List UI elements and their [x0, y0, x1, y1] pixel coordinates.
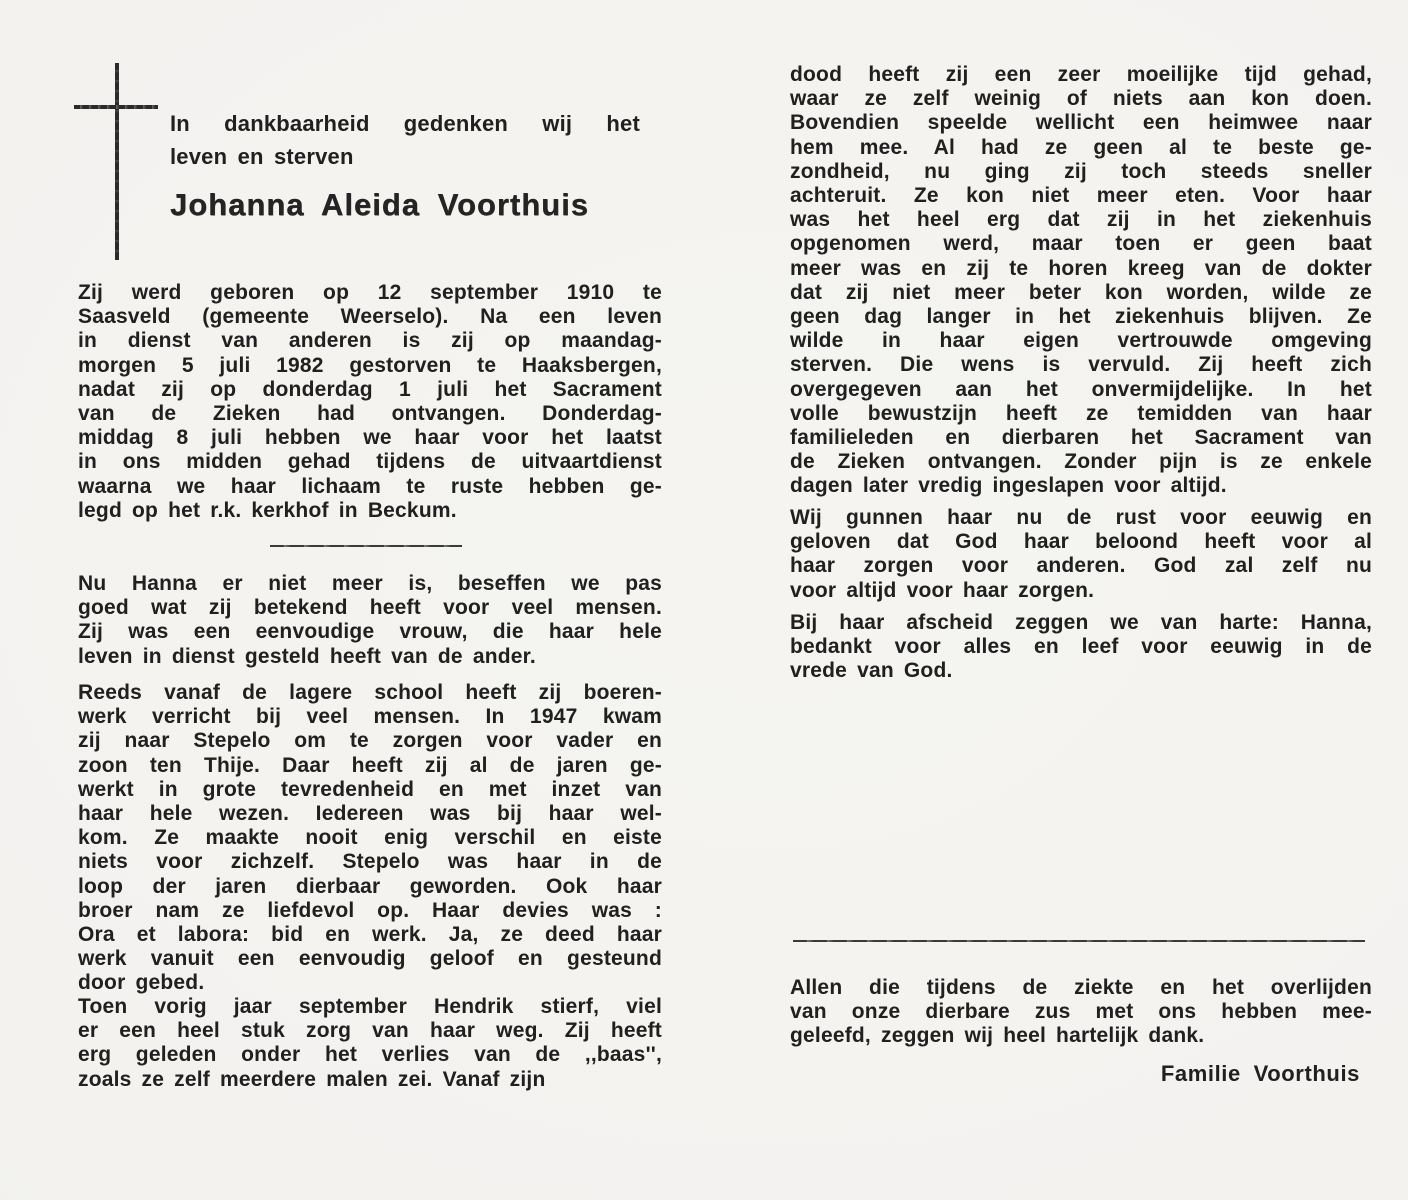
- text-line: geloven dat God haar beloond heeft voor al: [790, 530, 1372, 554]
- text-line: haar zorgen voor anderen. God zal zelf nu: [790, 554, 1372, 578]
- text-line: Zij was een eenvoudige vrouw, die haar hele: [78, 620, 662, 644]
- text-line: door gebed.: [78, 971, 205, 995]
- paragraph-work-life: [78, 681, 662, 996]
- text-line: Reeds vanaf de lagere school heeft zij boeren-: [78, 681, 662, 704]
- text-line: in ons midden gehad tijdens de uitvaartdienst: [78, 450, 662, 474]
- text-line: werkt in grote tevredenheid en met inzet van: [78, 777, 662, 801]
- text-line: vrede van God.: [790, 659, 953, 683]
- text-line: zoon ten Thije. Daar heeft zij al de jaren ge-: [78, 753, 662, 777]
- text-line: erg geleden onder het verlies van de ,,baas'',: [78, 1043, 662, 1067]
- text-line: In dankbaarheid gedenken wij het: [170, 111, 640, 136]
- text-line: in dienst van anderen is zij op maandag-: [78, 329, 662, 353]
- text-line: bedankt voor alles en leef voor eeuwig in de: [790, 635, 1372, 659]
- text-line: werk vanuit een eenvoudig geloof en gesteund: [78, 947, 662, 971]
- text-line: Toen vorig jaar september Hendrik stierf, viel: [78, 995, 662, 1018]
- cross-horizontal-bar: [74, 105, 158, 109]
- intro-text: [170, 107, 640, 173]
- paragraph-birth-death: [78, 281, 662, 523]
- text-line: werk verricht bij veel mensen. In 1947 kwam: [78, 705, 662, 729]
- text-line: morgen 5 juli 1982 gestorven te Haaksbergen,: [78, 353, 662, 377]
- cross-vertical-bar: [115, 63, 119, 260]
- text-line: legd op het r.k. kerkhof in Beckum.: [78, 498, 457, 522]
- paragraph-acknowledgement: [790, 976, 1372, 1049]
- text-line: overgegeven aan het onvermijdelijke. In het: [790, 377, 1372, 401]
- text-line: waarna we haar lichaam te ruste hebben ge-: [78, 474, 662, 498]
- text-line: waar ze zelf weinig of niets aan kon doen.: [790, 87, 1372, 111]
- text-line: hem mee. Al had ze geen al te beste ge-: [790, 135, 1372, 159]
- text-line: geen dag langer in het ziekenhuis blijven. Ze: [790, 305, 1372, 329]
- text-line: goed wat zij betekend heeft voor veel mensen.: [78, 596, 662, 620]
- text-line: broer nam ze liefdevol op. Haar devies was :: [78, 898, 662, 922]
- deceased-name-title: Johanna Aleida Voorthuis: [170, 187, 589, 222]
- text-line: zondheid, nu ging zij toch steeds sneller: [790, 159, 1372, 183]
- text-line: Zij werd geboren op 12 september 1910 te: [78, 281, 662, 304]
- text-line: Wij gunnen haar nu de rust voor eeuwig en: [790, 506, 1372, 529]
- text-line: wilde in haar eigen vertrouwde omgeving: [790, 329, 1372, 353]
- text-line: middag 8 juli hebben we haar voor het laatst: [78, 426, 662, 450]
- text-line: dagen later vredig ingeslapen voor altijd.: [790, 474, 1227, 498]
- text-line: was het heel erg dat zij in het ziekenhuis: [790, 208, 1372, 232]
- text-line: Bij haar afscheid zeggen we van harte: Hanna,: [790, 611, 1372, 634]
- paragraph-memories: [78, 572, 662, 669]
- text-line: achteruit. Ze kon niet meer eten. Voor haar: [790, 184, 1372, 208]
- text-line: geleefd, zeggen wij heel hartelijk dank.: [790, 1024, 1205, 1048]
- text-line: van de Zieken had ontvangen. Donderdag-: [78, 402, 662, 426]
- text-line: van onze dierbare zus met ons hebben mee-: [790, 1000, 1372, 1024]
- text-line: haar hele wezen. Iedereen was bij haar wel-: [78, 802, 662, 826]
- text-line: meer was en zij te horen kreeg van de dokter: [790, 256, 1372, 280]
- text-line: sterven. Die wens is vervuld. Zij heeft zich: [790, 353, 1372, 377]
- text-line: Saasveld (gemeente Weerselo). Na een leven: [78, 305, 662, 329]
- text-line: leven in dienst gesteld heeft van de ander.: [78, 644, 536, 668]
- text-line: Bovendien speelde wellicht een heimwee naar: [790, 111, 1372, 135]
- text-line: Ora et labora: bid en werk. Ja, ze deed haar: [78, 923, 662, 947]
- paragraph-final-illness: [790, 63, 1372, 499]
- text-line: loop der jaren dierbaar geworden. Ook haar: [78, 874, 662, 898]
- section-divider: [270, 545, 462, 547]
- text-line: zoals ze zelf meerdere malen zei. Vanaf zijn: [78, 1067, 546, 1091]
- text-line: dood heeft zij een zeer moeilijke tijd gehad,: [790, 63, 1372, 86]
- text-line: niets voor zichzelf. Stepelo was haar in de: [78, 850, 662, 874]
- text-line: de Zieken ontvangen. Zonder pijn is ze enkele: [790, 450, 1372, 474]
- paragraph-eternal-rest: [790, 506, 1372, 603]
- text-line: er een heel stuk zorg van haar weg. Zij heeft: [78, 1019, 662, 1043]
- family-signature: Familie Voorthuis: [1160, 1061, 1360, 1086]
- text-line: volle bewustzijn heeft ze temidden van haar: [790, 401, 1372, 425]
- text-line: zij naar Stepelo om te zorgen voor vader en: [78, 729, 662, 753]
- text-line: nadat zij op donderdag 1 juli het Sacrament: [78, 377, 662, 401]
- text-line: kom. Ze maakte nooit enig verschil en eiste: [78, 826, 662, 850]
- text-line: dat zij niet meer beter kon worden, wilde ze: [790, 280, 1372, 304]
- acknowledgement-divider: [793, 940, 1365, 942]
- text-line: voor altijd voor haar zorgen.: [790, 578, 1095, 602]
- text-line: leven en sterven: [170, 144, 354, 169]
- text-line: opgenomen werd, maar toen er geen baat: [790, 232, 1372, 256]
- text-line: familieleden en dierbaren het Sacrament van: [790, 426, 1372, 450]
- paragraph-hendrik-death: [78, 995, 662, 1092]
- text-line: Nu Hanna er niet meer is, beseffen we pas: [78, 572, 662, 595]
- paragraph-farewell: [790, 611, 1372, 684]
- text-line: Allen die tijdens de ziekte en het overlijden: [790, 976, 1372, 999]
